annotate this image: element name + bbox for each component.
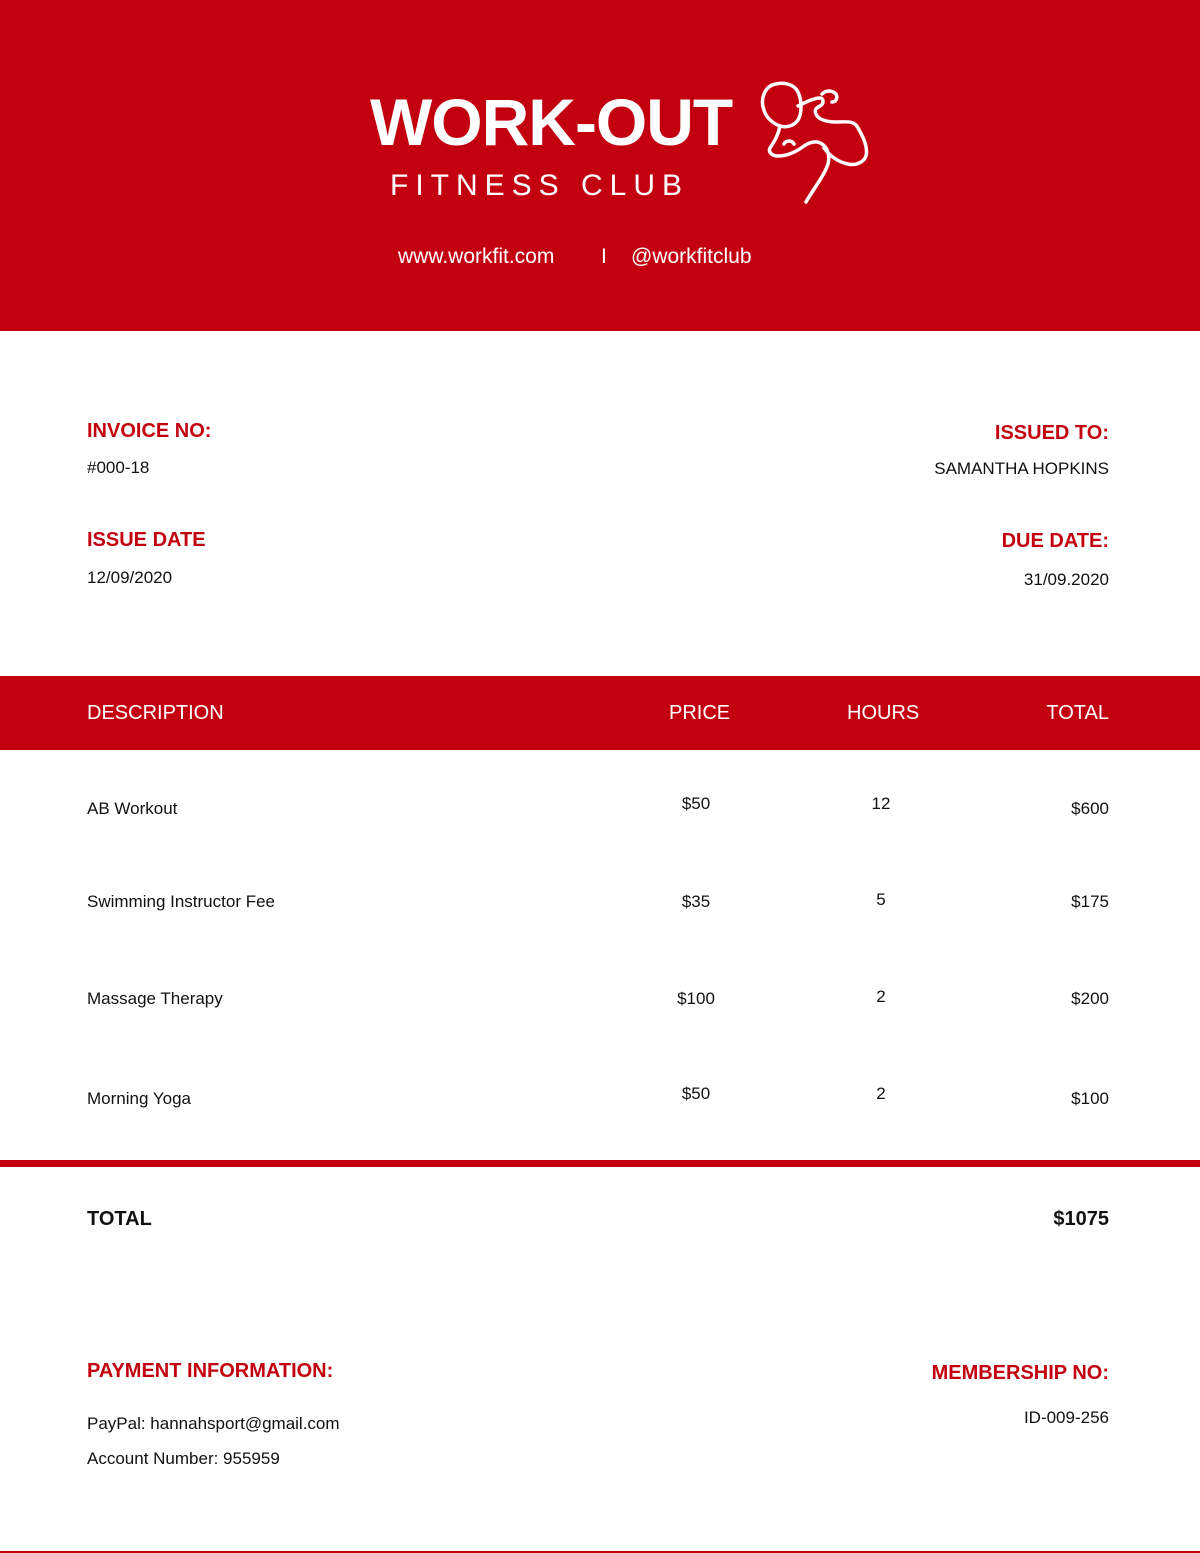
- paypal-value: PayPal: hannahsport@gmail.com: [87, 1414, 340, 1433]
- row-hours: 12: [871, 794, 891, 813]
- row-total: $175: [1071, 892, 1109, 911]
- row-description: AB Workout: [87, 799, 178, 818]
- col-hours: HOURS: [847, 702, 920, 724]
- row-price: $35: [681, 892, 711, 911]
- row-description: Massage Therapy: [87, 989, 223, 1008]
- row-hours: 2: [876, 987, 886, 1006]
- row-price: $50: [681, 1084, 711, 1103]
- row-hours: 2: [876, 1084, 886, 1103]
- row-description: Morning Yoga: [87, 1089, 191, 1108]
- col-description: DESCRIPTION: [87, 702, 224, 724]
- table-row: [0, 985, 1200, 1025]
- flexing-arm-icon: [758, 76, 878, 210]
- row-total: $100: [1071, 1089, 1109, 1108]
- issued-to-value: SAMANTHA HOPKINS: [934, 459, 1109, 478]
- header-separator: I: [601, 245, 607, 268]
- header-banner: [0, 0, 1200, 331]
- brand-subtitle: FITNESS CLUB: [390, 169, 690, 202]
- col-total: TOTAL: [1046, 702, 1109, 724]
- table-header: [0, 676, 1200, 750]
- row-price: $50: [681, 794, 711, 813]
- issued-to-label: ISSUED TO:: [994, 422, 1109, 444]
- membership-no-value: ID-009-256: [1023, 1408, 1109, 1427]
- table-divider: [0, 1160, 1200, 1167]
- account-number-value: Account Number: 955959: [87, 1449, 280, 1468]
- invoice-no-value: #000-18: [87, 458, 150, 477]
- total-value: $1075: [1053, 1208, 1109, 1230]
- social-handle[interactable]: @workfitclub: [631, 245, 752, 268]
- row-total: $200: [1071, 989, 1109, 1008]
- total-label: TOTAL: [87, 1208, 152, 1230]
- table-row: [0, 1082, 1200, 1122]
- brand-title: WORK-OUT: [370, 85, 733, 159]
- due-date-label: DUE DATE:: [1001, 530, 1109, 552]
- row-description: Swimming Instructor Fee: [87, 892, 275, 911]
- issue-date-value: 12/09/2020: [87, 568, 173, 587]
- table-row: [0, 792, 1200, 832]
- row-hours: 5: [876, 890, 886, 909]
- col-price: PRICE: [669, 702, 731, 724]
- table-row: [0, 888, 1200, 928]
- website-link[interactable]: www.workfit.com: [398, 245, 555, 268]
- invoice-no-label: INVOICE NO:: [87, 420, 212, 442]
- payment-info-label: PAYMENT INFORMATION:: [87, 1360, 334, 1382]
- issue-date-label: ISSUE DATE: [87, 529, 206, 551]
- membership-no-label: MEMBERSHIP NO:: [931, 1362, 1109, 1384]
- row-price: $100: [677, 989, 715, 1008]
- row-total: $600: [1071, 799, 1109, 818]
- due-date-value: 31/09.2020: [1023, 570, 1109, 589]
